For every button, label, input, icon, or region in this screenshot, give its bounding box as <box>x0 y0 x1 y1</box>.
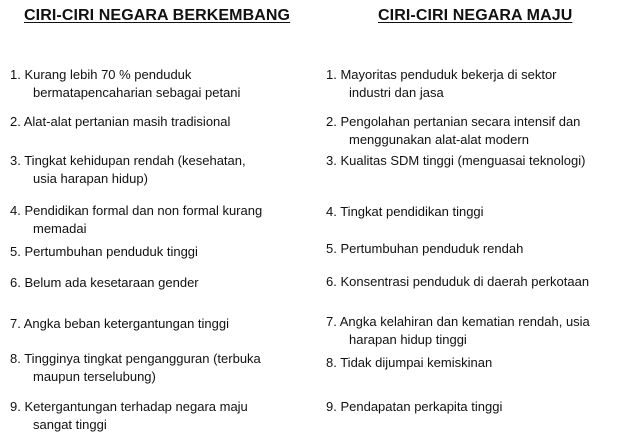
item-text: 4. Pendidikan formal dan non formal kurang <box>10 203 263 218</box>
item-text-continued: sangat tinggi <box>33 417 107 432</box>
item-text: 6. Belum ada kesetaraan gender <box>10 275 199 290</box>
item-text: 5. Pertumbuhan penduduk rendah <box>326 241 524 256</box>
item-text: 7. Angka kelahiran dan kematian rendah, usia <box>326 314 590 329</box>
item-text-continued: memadai <box>33 221 87 236</box>
item-text: 7. Angka beban ketergantungan tinggi <box>10 316 230 331</box>
item-text-continued: bermatapencaharian sebagai petani <box>33 85 241 100</box>
list-item <box>326 66 557 102</box>
item-text: 9. Ketergantungan terhadap negara maju <box>10 399 248 414</box>
item-text-continued: menggunakan alat-alat modern <box>349 132 529 147</box>
list-item <box>326 152 585 170</box>
item-text: 6. Konsentrasi penduduk di daerah perkotaan <box>326 274 590 289</box>
item-text-continued: harapan hidup tinggi <box>349 332 467 347</box>
item-text: 8. Tingginya tingkat pengangguran (terbuka <box>10 351 261 366</box>
item-text: 3. Kualitas SDM tinggi (menguasai teknologi) <box>326 153 586 168</box>
item-text-continued: industri dan jasa <box>349 85 444 100</box>
list-item <box>326 240 523 258</box>
list-item <box>326 203 484 221</box>
item-text: 5. Pertumbuhan penduduk tinggi <box>10 244 198 259</box>
item-text: 1. Mayoritas penduduk bekerja di sektor <box>326 67 557 82</box>
list-item <box>326 354 492 372</box>
list-item <box>326 113 580 149</box>
list-item <box>326 313 590 349</box>
item-text: 1. Kurang lebih 70 % penduduk <box>10 67 192 82</box>
item-text-continued: usia harapan hidup) <box>33 171 148 186</box>
item-text: 3. Tingkat kehidupan rendah (kesehatan, <box>10 153 246 168</box>
item-text: 8. Tidak dijumpai kemiskinan <box>326 355 493 370</box>
item-text-continued: maupun terselubung) <box>33 369 156 384</box>
list-item <box>326 273 589 291</box>
item-text: 2. Pengolahan pertanian secara intensif dan <box>326 114 581 129</box>
item-text: 4. Tingkat pendidikan tinggi <box>326 204 484 219</box>
item-text: 9. Pendapatan perkapita tinggi <box>326 399 503 414</box>
list-item <box>326 398 502 416</box>
heading-negara-berkembang: CIRI-CIRI NEGARA BERKEMBANG <box>24 7 291 24</box>
item-text: 2. Alat-alat pertanian masih tradisional <box>10 114 231 129</box>
heading-negara-maju: CIRI-CIRI NEGARA MAJU <box>378 7 573 24</box>
